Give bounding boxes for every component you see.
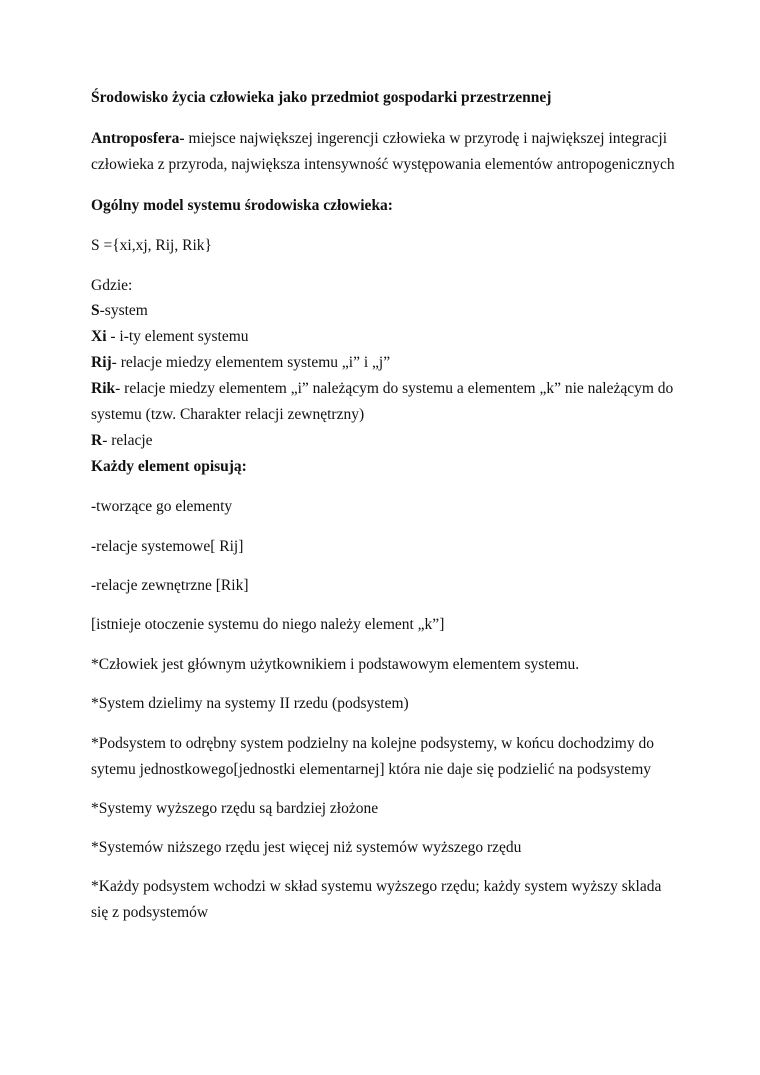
element-item: [istnieje otoczenie systemu do niego należy element „k”] [91, 616, 445, 633]
model-formula: S ={xi,xj, Rij, Rik} [91, 237, 212, 254]
definition-rij [91, 353, 390, 373]
definition-rij-text: - relacje miedzy elementem systemu „i” i „j” [111, 354, 391, 371]
definition-r-text: - relacje [102, 432, 153, 449]
antroposfera-line-1 [91, 129, 667, 149]
definition-s [91, 301, 148, 321]
point-5: *Systemów niższego rzędu jest więcej niż systemów wyższego rzędu [91, 839, 522, 856]
antroposfera-term: Antroposfera- [91, 130, 185, 147]
antroposfera-text-1: miejsce największej ingerencji człowieka w przyrodę i największej integracji [184, 130, 668, 147]
document-title: Środowisko życia człowieka jako przedmiot gospodarki przestrzennej [91, 89, 552, 106]
model-heading: Ogólny model systemu środowiska człowieka: [91, 197, 393, 214]
definition-r [91, 431, 153, 451]
definition-rik [91, 379, 673, 399]
definition-rik-term: Rik [91, 380, 116, 397]
point-1: *Człowiek jest głównym użytkownikiem i podstawowym elementem systemu. [91, 656, 580, 673]
element-heading: Każdy element opisują: [91, 458, 247, 475]
point-2: *System dzielimy na systemy II rzedu (podsystem) [91, 695, 409, 712]
definition-rik-text-1: - relacje miedzy elementem „i” należącym do systemu a elementem „k” nie należącym do [115, 380, 674, 397]
element-item: -tworzące go elementy [91, 498, 233, 515]
point-3-line-1: *Podsystem to odrębny system podzielny na kolejne podsystemy, w końcu dochodzimy do [91, 735, 654, 752]
element-item: -relacje systemowe[ Rij] [91, 538, 244, 555]
definition-r-term: R [91, 432, 103, 449]
definition-xi-term: Xi [91, 328, 107, 345]
point-4: *Systemy wyższego rzędu są bardziej złożone [91, 800, 379, 817]
element-item: -relacje zewnętrzne [Rik] [91, 577, 249, 594]
definition-xi [91, 327, 249, 347]
gdzie-label: Gdzie: [91, 277, 133, 294]
point-6-line-2: się z podsystemów [91, 904, 209, 921]
definition-s-text: -system [99, 302, 148, 319]
antroposfera-line-2: człowieka z przyroda, największa intensywność występowania elementów antropogenicznych [91, 156, 675, 173]
definition-s-term: S [91, 302, 100, 319]
definition-xi-text: - i-ty element systemu [106, 328, 249, 345]
definition-rij-term: Rij [91, 354, 112, 371]
definition-rik-text-2: systemu (tzw. Charakter relacji zewnętrzny) [91, 406, 365, 423]
point-6-line-1: *Każdy podsystem wchodzi w skład systemu wyższego rzędu; każdy system wyższy sklada [91, 878, 662, 895]
point-3-line-2: sytemu jednostkowego[jednostki elementarnej] która nie daje się podzielić na podsystemy [91, 761, 651, 778]
